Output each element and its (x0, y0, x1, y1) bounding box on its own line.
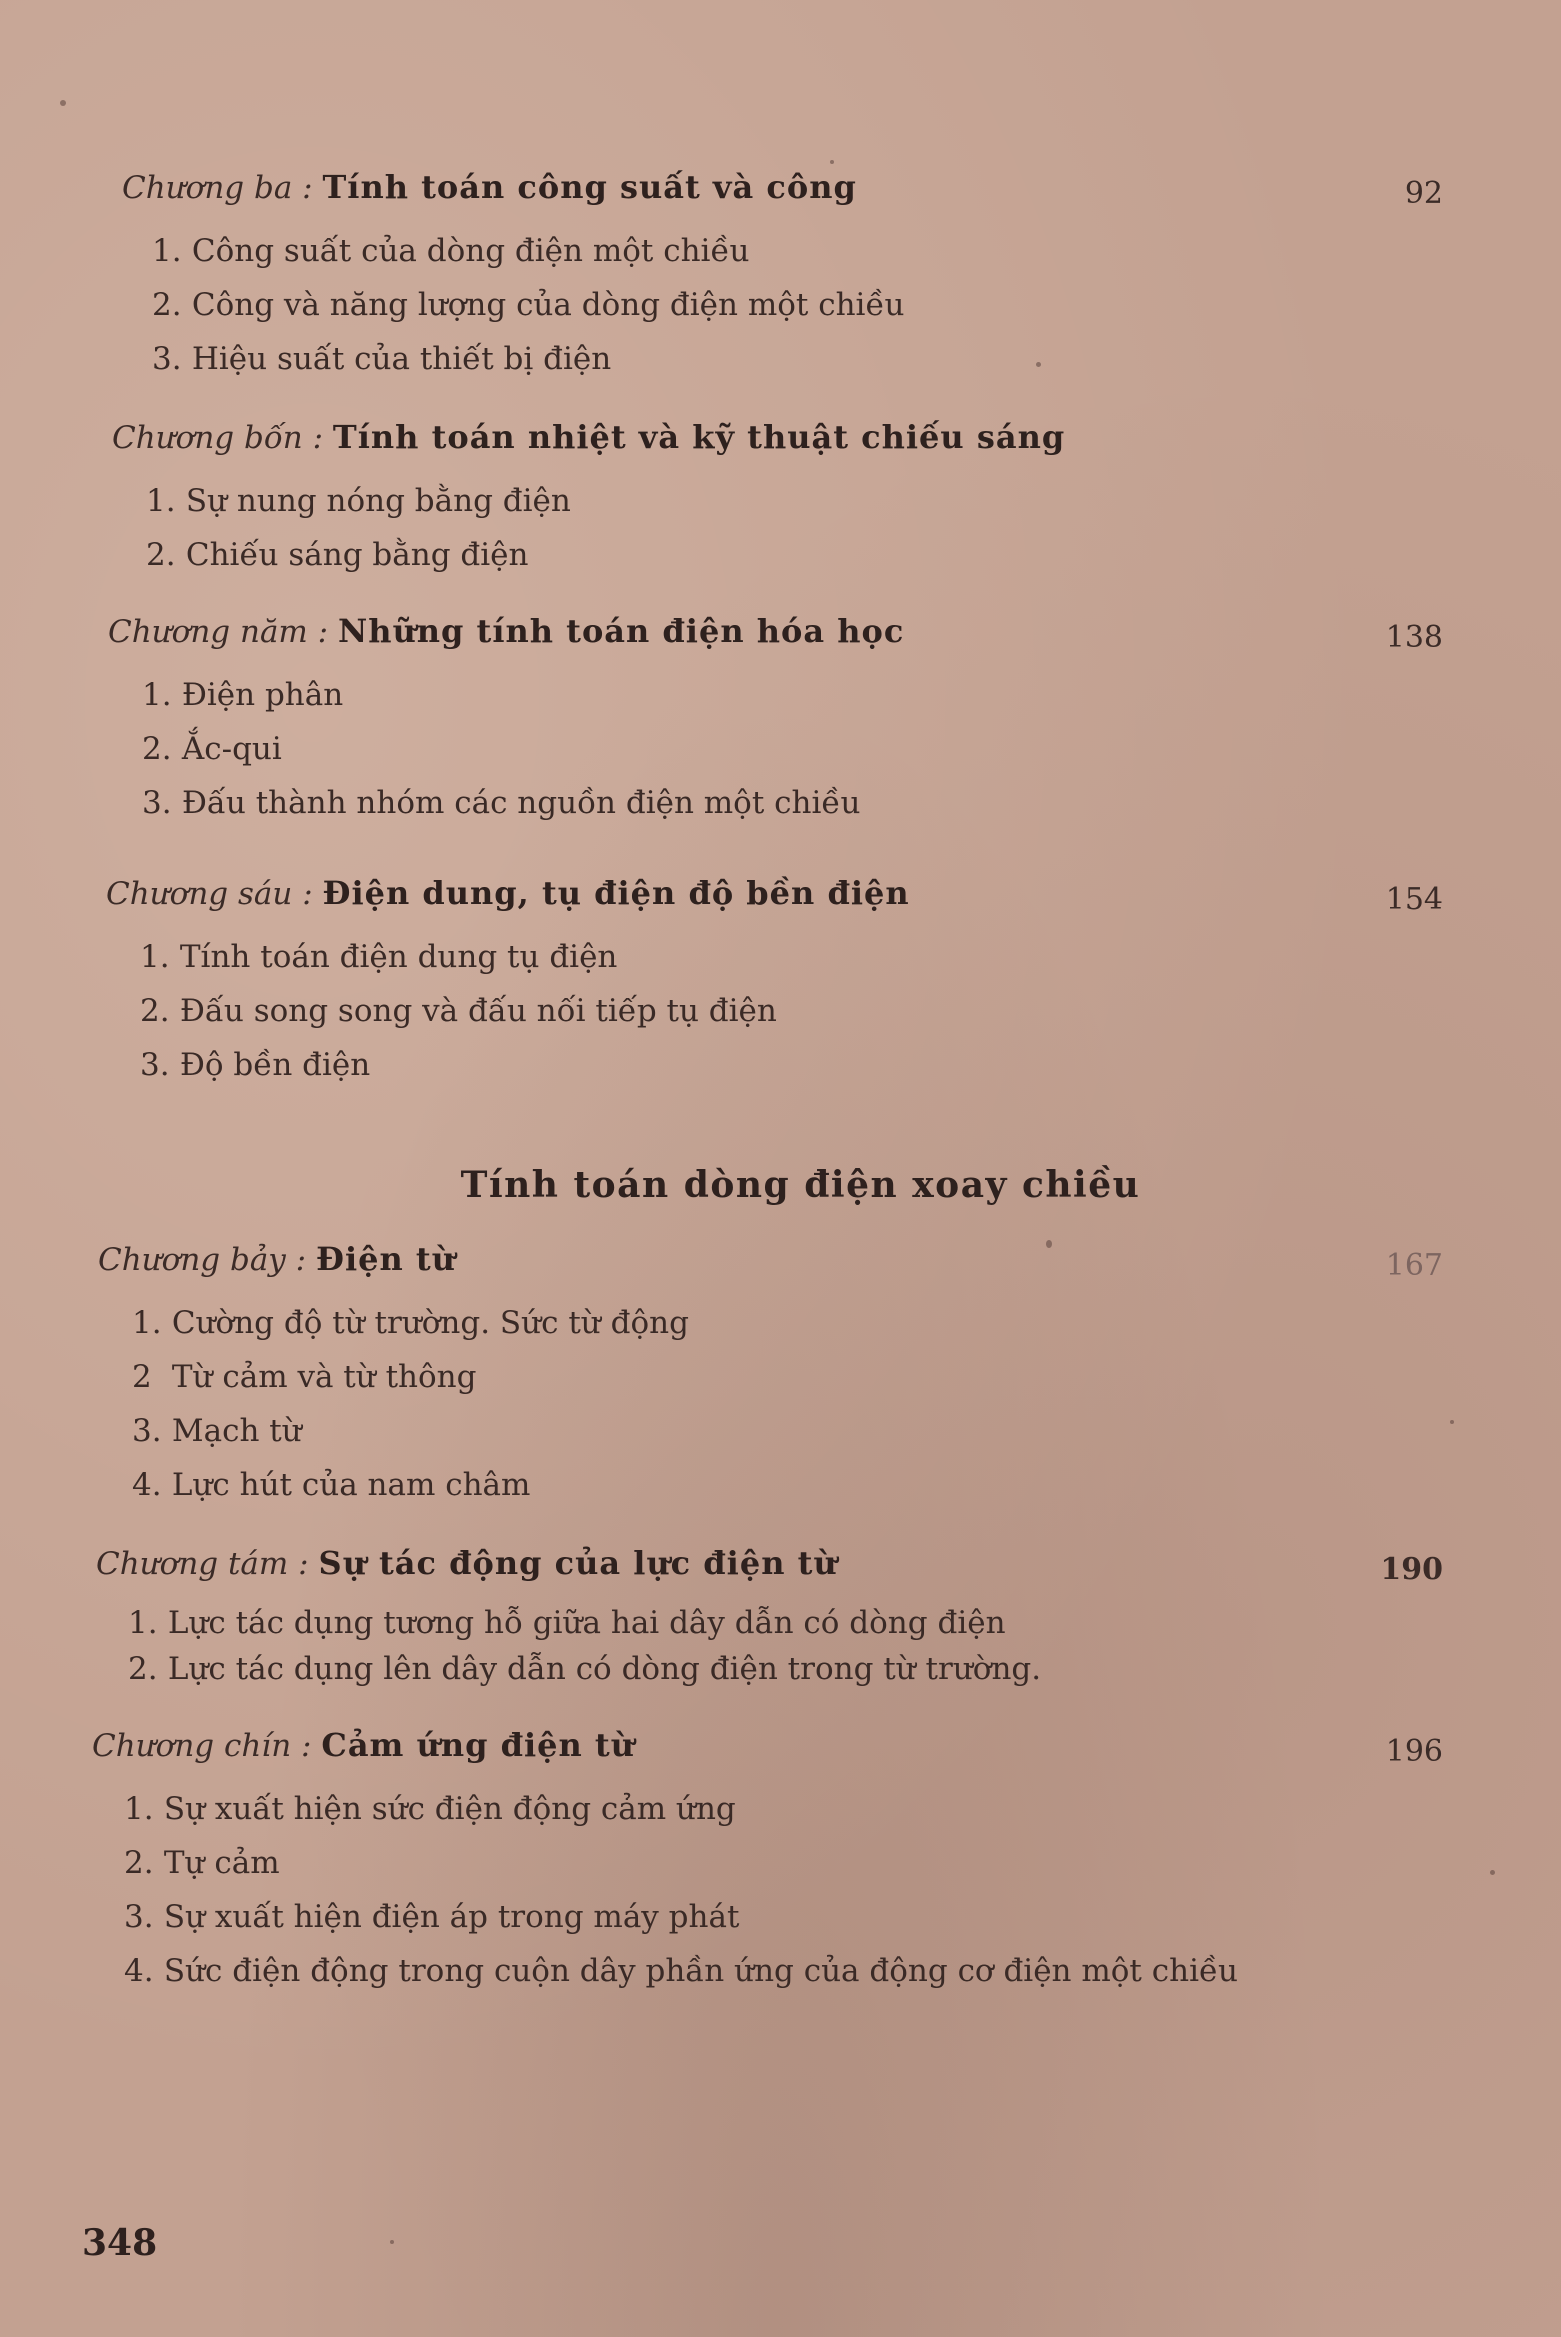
chapter-heading (0, 1544, 1561, 1600)
section-number: 3. (124, 1899, 154, 1935)
section-item (124, 1782, 1561, 1836)
page-number: 348 (82, 2222, 158, 2264)
chapter-page-number: 196 (1385, 1734, 1443, 1769)
section-item (142, 776, 1561, 830)
section-item (152, 332, 1561, 386)
section-text: Lực tác dụng lên dây dẫn có dòng điện trong từ trường. (167, 1651, 1042, 1687)
chapter-title: Cảm ứng điện từ (321, 1726, 635, 1764)
chapter-heading-text: Chương tám : Sự tác động của lực điện từ (96, 1544, 838, 1582)
section-item (140, 1038, 1561, 1092)
section-list (0, 474, 1561, 582)
chapter-heading (0, 1240, 1561, 1296)
section-number: 1. (152, 233, 182, 269)
section-number: 3. (142, 785, 172, 821)
chapter-label: Chương ba (122, 170, 293, 206)
section-text: Hiệu suất của thiết bị điện (191, 341, 612, 377)
chapter-title: Điện dung, tụ điện độ bền điện (322, 874, 910, 912)
section-list (0, 930, 1561, 1092)
section-number: 2. (128, 1651, 158, 1687)
chapter-title: Sự tác động của lực điện từ (318, 1544, 838, 1582)
chapter-label: Chương chín (92, 1728, 292, 1764)
paper-speck (830, 160, 834, 164)
section-number: 3. (152, 341, 182, 377)
chapter-heading (0, 168, 1561, 224)
paper-speck (390, 2240, 394, 2244)
section-text: Đấu thành nhóm các nguồn điện một chiều (181, 785, 861, 821)
section-number: 3. (140, 1047, 170, 1083)
section-list (0, 1600, 1561, 1692)
section-text: Công suất của dòng điện một chiều (191, 233, 750, 269)
section-item (128, 1600, 1561, 1646)
section-number: 2. (146, 537, 176, 573)
section-text: Đấu song song và đấu nối tiếp tụ điện (179, 993, 777, 1029)
section-text: Mạch từ (171, 1413, 302, 1449)
section-list (0, 1296, 1561, 1512)
section-item (152, 278, 1561, 332)
section-number: 1. (132, 1305, 162, 1341)
chapter-heading (0, 1726, 1561, 1782)
section-list (0, 224, 1561, 386)
section-text: Tính toán điện dung tụ điện (179, 939, 618, 975)
chapter-title: Điện từ (315, 1240, 456, 1278)
section-text: Lực tác dụng tương hỗ giữa hai dây dẫn có dòng điện (167, 1605, 1006, 1641)
section-number: 1. (140, 939, 170, 975)
section-item (132, 1404, 1561, 1458)
chapter-heading (0, 612, 1561, 668)
section-text: Sự xuất hiện điện áp trong máy phát (163, 1899, 740, 1935)
section-item (152, 224, 1561, 278)
part-title: Tính toán dòng điện xoay chiều (460, 1164, 1141, 1206)
section-item (146, 528, 1561, 582)
chapter-page-number: 138 (1385, 620, 1443, 655)
chapter-heading-text: Chương bảy : Điện từ (98, 1240, 456, 1278)
section-item (132, 1296, 1561, 1350)
section-text: Tự cảm (163, 1845, 280, 1881)
section-text: Sức điện động trong cuộn dây phần ứng của động cơ điện một chiều (163, 1953, 1239, 1989)
section-number: 1. (142, 677, 172, 713)
chapter-3 (0, 168, 1561, 386)
chapter-heading-text: Chương ba : Tính toán công suất và công (122, 168, 857, 206)
chapter-8 (0, 1544, 1561, 1692)
chapter-7 (0, 1240, 1561, 1512)
chapter-4 (0, 418, 1561, 582)
section-number: 2. (140, 993, 170, 1029)
chapter-label: Chương bảy (98, 1242, 286, 1278)
section-text: Lực hút của nam châm (171, 1467, 531, 1503)
section-number: 3. (132, 1413, 162, 1449)
section-text: Sự nung nóng bằng điện (185, 483, 571, 519)
chapter-heading-text: Chương năm : Những tính toán điện hóa học (108, 612, 905, 650)
section-text: Điện phân (181, 677, 344, 713)
section-item (140, 984, 1561, 1038)
section-list (0, 668, 1561, 830)
section-number: 2. (142, 731, 172, 767)
section-item (124, 1944, 1561, 1998)
paper-speck (1450, 1420, 1454, 1424)
chapter-heading (0, 418, 1561, 474)
section-item (140, 930, 1561, 984)
section-text: Độ bền điện (179, 1047, 371, 1083)
section-item (132, 1458, 1561, 1512)
section-text: Sự xuất hiện sức điện động cảm ứng (163, 1791, 736, 1827)
section-item (146, 474, 1561, 528)
section-number: 1. (146, 483, 176, 519)
chapter-page-number: 92 (1404, 176, 1443, 211)
chapter-page-number: 167 (1385, 1248, 1443, 1283)
chapter-5 (0, 612, 1561, 830)
paper-speck (1036, 362, 1041, 367)
chapter-heading (0, 874, 1561, 930)
section-number: 1. (124, 1791, 154, 1827)
chapter-label: Chương bốn (112, 420, 303, 456)
section-text: Ắc-qui (181, 731, 282, 767)
section-item (142, 722, 1561, 776)
section-item (124, 1890, 1561, 1944)
paper-speck (60, 100, 66, 106)
chapter-title: Tính toán nhiệt và kỹ thuật chiếu sáng (332, 418, 1066, 456)
chapter-heading-text: Chương bốn : Tính toán nhiệt và kỹ thuật chiếu sáng (112, 418, 1066, 456)
section-number: 2. (152, 287, 182, 323)
section-text: Từ cảm và từ thông (171, 1359, 477, 1395)
chapter-heading-text: Chương chín : Cảm ứng điện từ (92, 1726, 635, 1764)
section-text: Công và năng lượng của dòng điện một chiều (191, 287, 905, 323)
section-number: 4. (132, 1467, 162, 1503)
paper-speck (1490, 1870, 1495, 1875)
section-item (132, 1350, 1561, 1404)
section-text: Chiếu sáng bằng điện (185, 537, 529, 573)
chapter-title: Những tính toán điện hóa học (337, 612, 905, 650)
paper-speck (1046, 1240, 1052, 1248)
section-number: 1. (128, 1605, 158, 1641)
chapter-9 (0, 1726, 1561, 1998)
section-number: 2 (132, 1359, 152, 1395)
chapter-page-number: 154 (1385, 882, 1443, 917)
section-list (0, 1782, 1561, 1998)
chapter-label: Chương sáu (106, 876, 293, 912)
section-item (128, 1646, 1561, 1692)
chapter-title: Tính toán công suất và công (322, 168, 857, 206)
section-text: Cường độ từ trường. Sức từ động (171, 1305, 689, 1341)
section-number: 2. (124, 1845, 154, 1881)
section-item (124, 1836, 1561, 1890)
section-number: 4. (124, 1953, 154, 1989)
chapter-label: Chương năm (108, 614, 308, 650)
section-item (142, 668, 1561, 722)
chapter-heading-text: Chương sáu : Điện dung, tụ điện độ bền điện (106, 874, 910, 912)
chapter-page-number: 190 (1380, 1552, 1443, 1587)
chapter-6 (0, 874, 1561, 1092)
chapter-label: Chương tám (96, 1546, 289, 1582)
